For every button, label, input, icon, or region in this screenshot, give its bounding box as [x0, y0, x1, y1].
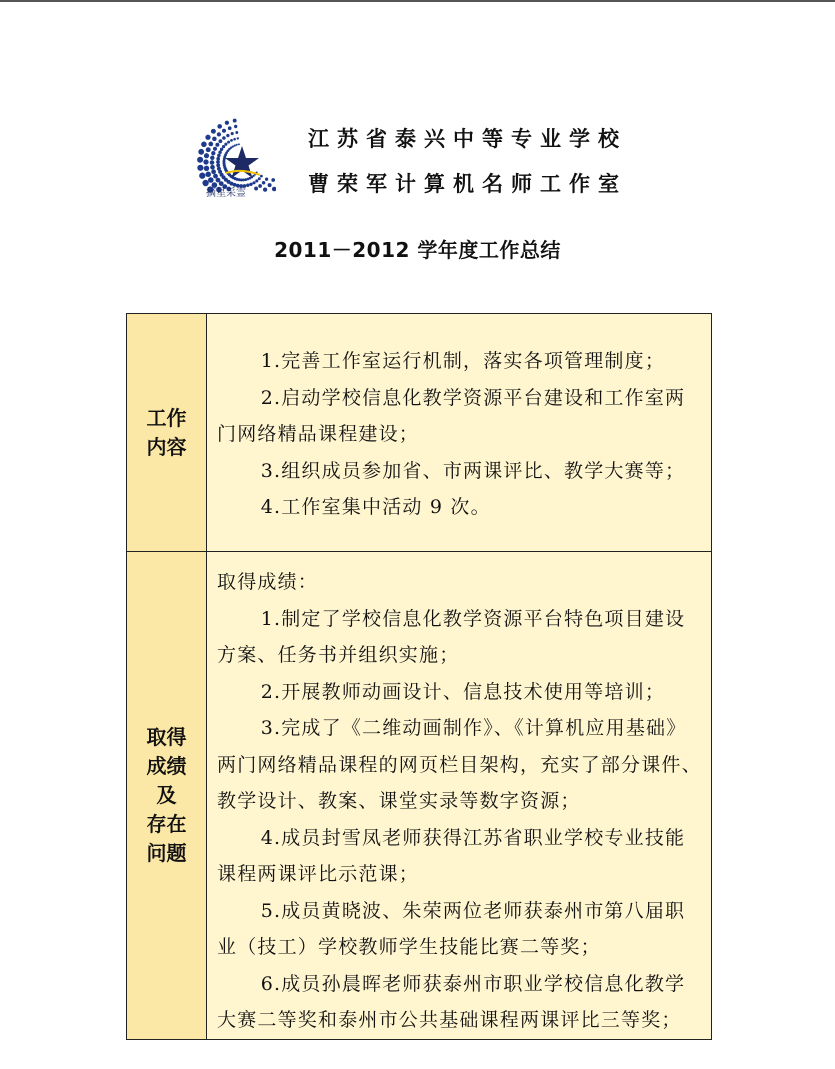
logo-dot	[199, 173, 205, 179]
logo-dot	[230, 139, 233, 142]
logo-dot	[237, 137, 239, 139]
work-content-row	[127, 314, 712, 552]
logo-dot	[262, 181, 266, 185]
heading-line: 内容	[146, 434, 187, 459]
studio-logo	[190, 112, 276, 200]
heading-line: 工作	[146, 405, 187, 430]
logo-dot	[210, 165, 215, 170]
school-name: 江苏省泰兴中等专业学校	[308, 127, 627, 151]
logo-dot	[219, 139, 223, 143]
logo-dot	[211, 151, 215, 155]
logo-dot	[213, 147, 217, 151]
logo-dot	[265, 178, 268, 181]
result-item: 2.开展教师动画设计、信息技术使用等培训；	[260, 680, 666, 703]
logo-dot	[205, 135, 210, 140]
logo-dot	[212, 137, 217, 142]
result-item: 4.成员封雪凤老师获得江苏省职业学校专业技能课程两课评比示范课；	[217, 826, 686, 885]
logo-dot	[227, 141, 230, 144]
logo-dot	[220, 148, 223, 151]
logo-dot	[213, 174, 218, 179]
logo-caption: 摘星采霊	[206, 188, 246, 199]
logo-dot	[222, 136, 226, 140]
logo-dot	[211, 169, 216, 174]
logo-dot	[246, 184, 249, 187]
work-item: 1.完善工作室运行机制，落实各项管理制度；	[260, 350, 666, 373]
logo-dot	[252, 181, 255, 184]
logo-dot	[203, 159, 208, 164]
studio-name: 曹荣军计算机名师工作室	[308, 172, 627, 196]
logo-dot	[205, 172, 211, 178]
results-issues-heading	[127, 552, 207, 1040]
logo-dot	[206, 147, 211, 152]
logo-dot	[233, 138, 236, 141]
logo-dot	[260, 175, 263, 178]
logo-dot	[222, 145, 225, 148]
logo-dot	[204, 166, 209, 171]
logo-dot	[217, 124, 222, 129]
work-item: 2.启动学校信息化教学资源平台建设和工作室两门网络精品课程建设；	[217, 386, 686, 446]
logo-dot	[228, 126, 232, 130]
logo-dot	[204, 153, 209, 158]
logo-dot	[268, 183, 272, 187]
logo-dot	[208, 177, 214, 183]
logo-dot	[211, 129, 216, 134]
logo-dot	[258, 184, 262, 188]
logo-dot	[234, 125, 237, 128]
work-content-heading	[127, 314, 207, 552]
logo-dot	[233, 183, 237, 187]
logo-dot	[222, 129, 226, 133]
result-item: 3.完成了《二维动画制作》、《计算机应用基础》两门网络精品课程的网页栏目架构，充实了部分课件、教学设计、教案、课堂实录等数字资源；	[217, 717, 702, 812]
result-item: 1.制定了学校信息化教学资源平台特色项目建设方案、任务书并组织实施；	[217, 607, 686, 666]
logo-dot	[202, 180, 208, 186]
logo-dot	[217, 154, 221, 158]
logo-dot	[263, 187, 267, 191]
logo-dot	[236, 184, 240, 188]
work-item: 3.组织成员参加省、市两课评比、教学大赛等；	[260, 459, 686, 482]
summary-table	[126, 313, 712, 1040]
logo-dot	[197, 165, 203, 171]
work-item: 4.工作室集中活动 9 次。	[260, 496, 491, 519]
work-content-body	[207, 314, 712, 552]
heading-line: 取得	[146, 724, 187, 749]
results-intro: 取得成绩：	[217, 571, 319, 593]
heading-line: 问题	[146, 840, 187, 865]
logo-dot	[235, 131, 238, 134]
top-rule	[0, 0, 835, 2]
heading-line: 及	[156, 782, 177, 807]
logo-dot	[249, 183, 252, 186]
logo-dot	[272, 187, 276, 192]
logo-dot	[231, 132, 234, 135]
logo-dot	[271, 178, 275, 182]
logo-dot	[216, 157, 220, 161]
logo-dot	[198, 149, 204, 155]
heading-line: 存在	[146, 811, 187, 836]
logo-dot	[210, 156, 214, 160]
logo-dot	[236, 144, 238, 146]
logo-dot	[258, 177, 261, 180]
logo-dot	[210, 160, 215, 165]
heading-line: 成绩	[146, 753, 187, 778]
logo-dot	[238, 143, 240, 145]
logo-dot	[255, 179, 258, 182]
result-item: 5.成员黄晓波、朱荣两位老师获泰州市第八届职业（技工）学校教师学生技能比赛二等奖；	[217, 899, 686, 958]
logo-dot	[216, 160, 220, 164]
results-issues-row	[127, 552, 712, 1040]
logo-dot	[217, 132, 221, 136]
logo-dot	[233, 119, 237, 123]
logo-dot	[216, 163, 220, 167]
logo-dot	[254, 187, 258, 191]
logo-dot	[226, 134, 229, 137]
logo-dot	[208, 142, 213, 147]
logo-dot	[234, 145, 236, 147]
dot-arc-graphic	[197, 119, 276, 193]
results-issues-body	[207, 552, 712, 1040]
logo-dot	[225, 121, 229, 125]
logo-dot	[215, 143, 219, 147]
logo-dot	[201, 142, 207, 148]
logo-dot	[224, 143, 227, 146]
document-title: 2011－2012 学年度工作总结	[274, 238, 561, 262]
logo-dot	[197, 157, 203, 163]
result-item: 6.成员孙晨晖老师获泰州市职业学校信息化教学大赛二等奖和泰州市公共基础课程两课评比三等奖；	[217, 972, 686, 1031]
logo-dot	[218, 150, 221, 153]
